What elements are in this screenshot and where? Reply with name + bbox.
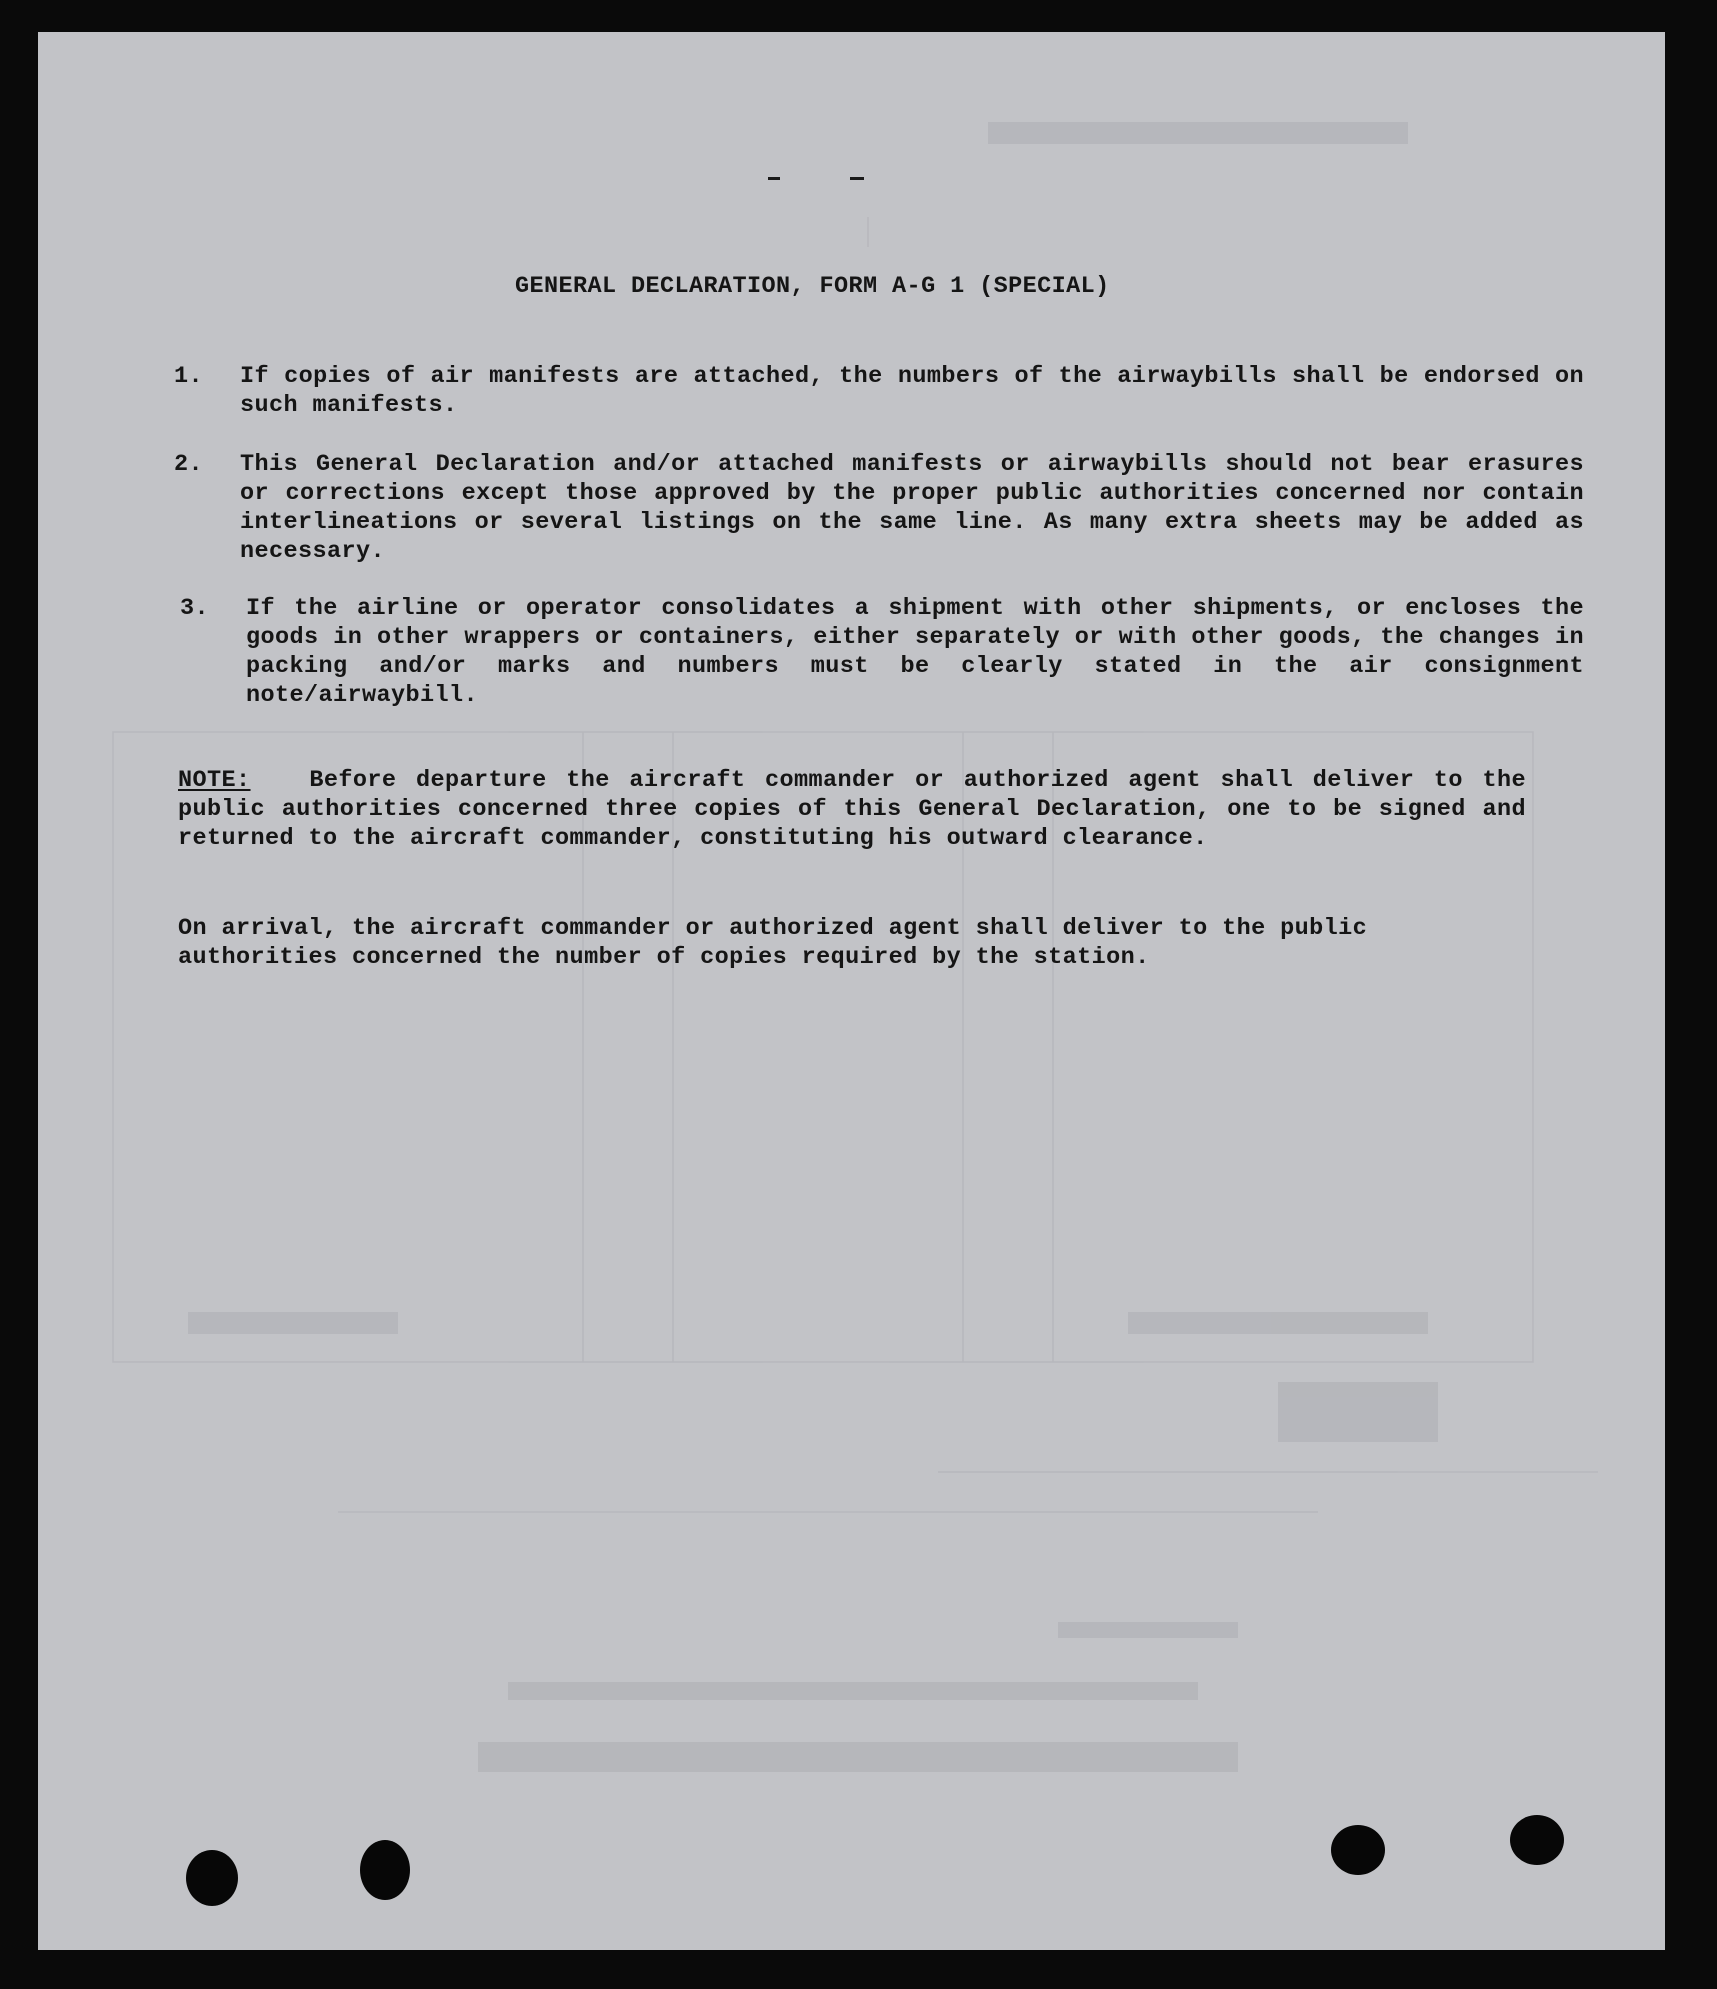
list-item-number: 3.	[180, 595, 210, 622]
punch-hole	[186, 1850, 238, 1906]
note-text: Before departure the aircraft commander or authorized agent shall deliver to the public authorities concerned three copies of this General Declaration, one to be signed and returned to the aircraft commander, constituting his outward clearance.	[178, 767, 1526, 852]
punch-hole	[1331, 1825, 1385, 1875]
list-item-text: If copies of air manifests are attached, the numbers of the airwaybills shall be endorsed on such manifests.	[240, 363, 1584, 419]
note-paragraph	[178, 766, 1526, 853]
punch-hole	[360, 1840, 410, 1900]
list-item-number: 1.	[174, 363, 204, 390]
arrival-paragraph: On arrival, the aircraft commander or authorized agent shall deliver to the public authorities concerned the number of copies required by the station.	[178, 915, 1368, 971]
reverse-side-bleed-through	[38, 32, 1665, 1950]
note-label: NOTE:	[178, 767, 251, 794]
list-item-number: 2.	[174, 451, 204, 478]
document-page	[38, 32, 1665, 1950]
list-item-text: If the airline or operator consolidates a shipment with other shipments, or encloses the goods in other wrappers or containers, either separately or with other goods, the changes in packing and/or marks and numbers must be clearly stated in the air consignment note/airwaybill.	[246, 595, 1584, 709]
list-item-text: This General Declaration and/or attached manifests or airwaybills should not bear erasures or corrections except those approved by the proper public authorities concerned nor contain interlineations or several listings on the same line. As many extra sheets may be added as necessary.	[240, 451, 1584, 565]
page-title: GENERAL DECLARATION, FORM A-G 1 (SPECIAL)	[515, 273, 1110, 300]
punch-hole	[1510, 1815, 1564, 1865]
top-dash-marks	[768, 174, 908, 184]
